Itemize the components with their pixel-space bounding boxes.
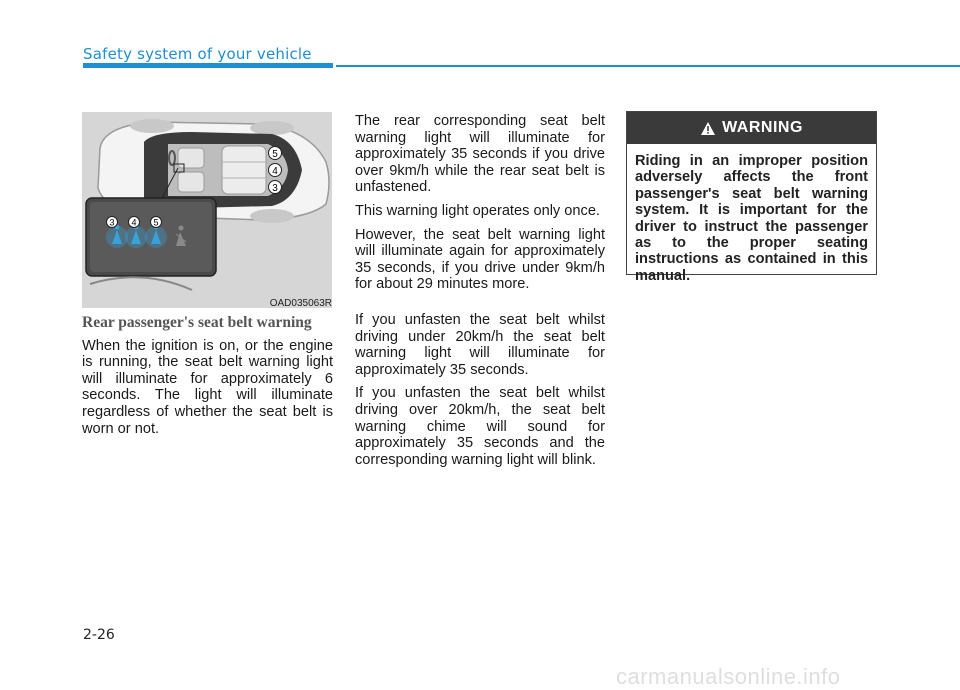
paragraph: This warning light operates only once. — [355, 202, 600, 219]
column-middle — [355, 113, 605, 475]
paragraph: However, the seat belt warning light will illuminate again for approximately 35 seconds, if you drive under 9km/h for about 29 minutes more. — [355, 226, 605, 293]
paragraph: When the ignition is on, or the engine is running, the seat belt warning light will illuminate for approximately 6 seconds. The light will illuminate regardless of whether the seat belt is worn or not. — [82, 337, 333, 437]
paragraph: The rear corresponding seat belt warning light will illuminate for approximately 35 seconds if you drive over 9km/h while the rear seat belt is unfastened. — [355, 113, 605, 196]
seat-label: 3 — [272, 183, 278, 194]
figure-code: OAD035063R — [269, 298, 332, 309]
indicator-label: 3 — [109, 217, 115, 228]
paragraph-gap — [355, 300, 605, 312]
header-rule-thick — [83, 63, 333, 68]
column-left — [82, 315, 333, 444]
paragraph: If you unfasten the seat belt whilst driving over 20km/h, the seat belt warning chime will sound for approximately 35 seconds and the corresponding warning light will blink. — [355, 385, 605, 468]
section-title: Safety system of your vehicle — [83, 45, 312, 63]
warning-title: WARNING — [722, 119, 803, 136]
warning-text: Riding in an improper position adversely affects the front passenger's seat belt warning system. It is important for the driver to instruct the passenger as to the proper seating instructions as contained in this manual. — [635, 153, 868, 284]
warning-box — [626, 111, 877, 284]
seat-label: 4 — [272, 166, 278, 177]
section-heading: Rear passenger's seat belt warning — [82, 314, 312, 331]
paragraph: If you unfasten the seat belt whilst driving under 20km/h the seat belt warning light will illuminate for approximately 35 seconds. — [355, 311, 605, 378]
car-seat-belt-figure — [82, 112, 332, 308]
warning-header — [627, 112, 876, 144]
page-number: 2-26 — [83, 627, 115, 643]
warning-triangle-icon — [700, 121, 716, 136]
indicator-label: 5 — [153, 217, 159, 228]
car-illustration — [82, 112, 332, 308]
seat-label: 5 — [272, 149, 278, 160]
indicator-label: 4 — [131, 217, 137, 228]
header-rule-thin — [336, 65, 960, 67]
watermark: carmanualsonline.info — [616, 664, 841, 689]
